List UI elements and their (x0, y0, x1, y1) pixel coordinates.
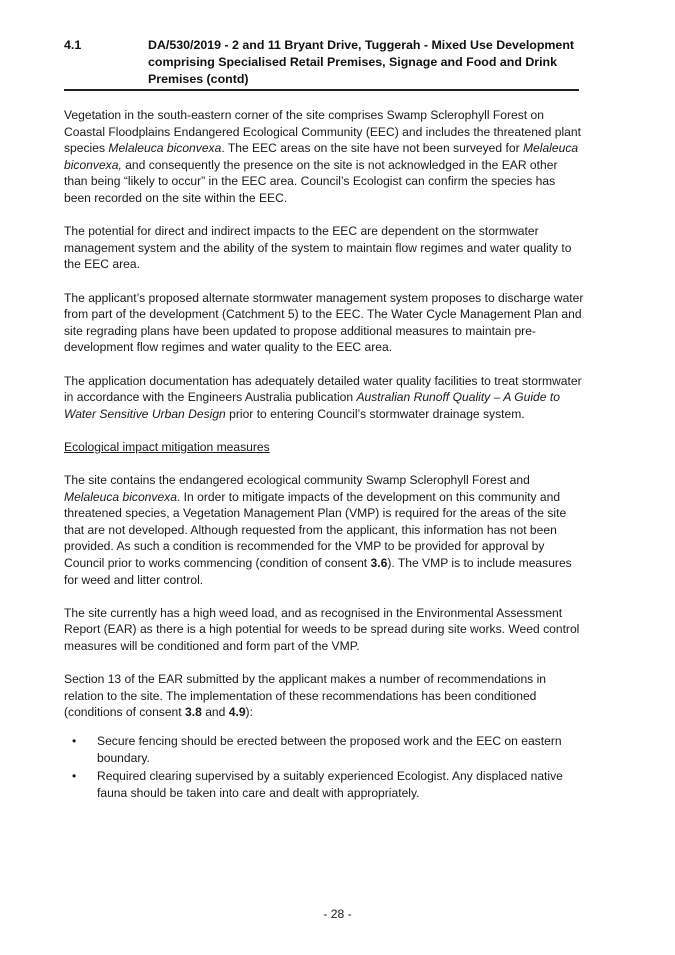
species-name: Melaleuca biconvexa, (64, 141, 579, 172)
paragraph-eec-vmp: The site contains the endangered ecological community Swamp Sclerophyll Forest and Melaleuca biconvexa. In order to mitigate impacts of the development on this community and threatened species, a Vegetation Management Plan (VMP) is required for the areas of the site that are not developed. Although requested from the applicant, this information has not been provided. As such a condition is recommended for the VMP to be provided for approval by Council prior to works commencing (condition of consent 3.6). The VMP is to include measures for weed and litter control. (64, 473, 572, 587)
report-item-header (64, 37, 578, 88)
paragraph-vegetation: Vegetation in the south-eastern corner of the site comprises Swamp Sclerophyll Forest on Coastal Floodplains Endangered Ecological Community (EEC) and includes the threatened plant species Melaleuca biconvexa. The EEC areas on the site have not been surveyed for Melaleuca biconvexa, and consequently the presence on the site is not acknowledged in the EAR other than being “likely to occur” in the EEC area. Council’s Ecologist can confirm the species has been recorded on the site within the EEC. (64, 108, 581, 205)
condition-reference: 3.6 (370, 556, 388, 571)
section-subheading: Ecological impact mitigation measures (64, 439, 270, 454)
publication-title: Australian Runoff Quality – A Guide to Water Sensitive Urban Design (64, 390, 560, 421)
paragraph-impacts: The potential for direct and indirect impacts to the EEC are dependent on the stormwater management system and the ability of the system to maintain flow regimes and water quality to the EEC area. (64, 224, 572, 272)
list-item: • Secure fencing should be erected between the proposed work and the EEC on eastern boundary. (72, 733, 562, 765)
paragraph-water-quality: The application documentation has adequately detailed water quality facilities to treat stormwater in accordance with the Engineers Australia publication Australian Runoff Quality – A Guide to Water Sensitive Urban Design prior to entering Council’s stormwater drainage system. (64, 373, 582, 421)
recommendation-list (64, 733, 584, 801)
item-number: 4.1 (64, 38, 82, 52)
bullet-icon: • (72, 769, 77, 784)
condition-reference: 3.8 (185, 705, 202, 720)
paragraph-stormwater-system: The applicant’s proposed alternate stormwater management system proposes to discharge water from part of the development (Catchment 5) to the EEC. The Water Cycle Management Plan and site regrading plans have been updated to propose additional measures to maintain pre-development flow regimes and water quality to the EEC area. (64, 290, 584, 355)
header-divider (64, 89, 579, 91)
species-name: Melaleuca biconvexa (108, 141, 222, 156)
list-item: • Required clearing supervised by a suitably experienced Ecologist. Any displaced native fauna should be taken into care and dealt with appropriately. (72, 769, 563, 800)
paragraph-recommendations: Section 13 of the EAR submitted by the applicant makes a number of recommendations in relation to the site. The implementation of these recommendations has been conditioned (conditions of consent 3.8 and 4.9): (64, 672, 546, 720)
body-content (64, 107, 584, 803)
page-number: - 28 - (323, 907, 352, 921)
item-title: DA/530/2019 - 2 and 11 Bryant Drive, Tuggerah - Mixed Use Development comprising Specialised Retail Premises, Signage and Food and Drink Premises (contd) (148, 38, 575, 86)
condition-reference: 4.9 (228, 705, 246, 720)
paragraph-weed-load: The site currently has a high weed load, and as recognised in the Environmental Assessment Report (EAR) as there is a high potential for weeds to be spread during site works. Weed control measures will be conditioned and form part of the VMP. (64, 605, 580, 653)
bullet-icon: • (72, 733, 77, 748)
species-name: Melaleuca biconvexa (64, 489, 177, 504)
